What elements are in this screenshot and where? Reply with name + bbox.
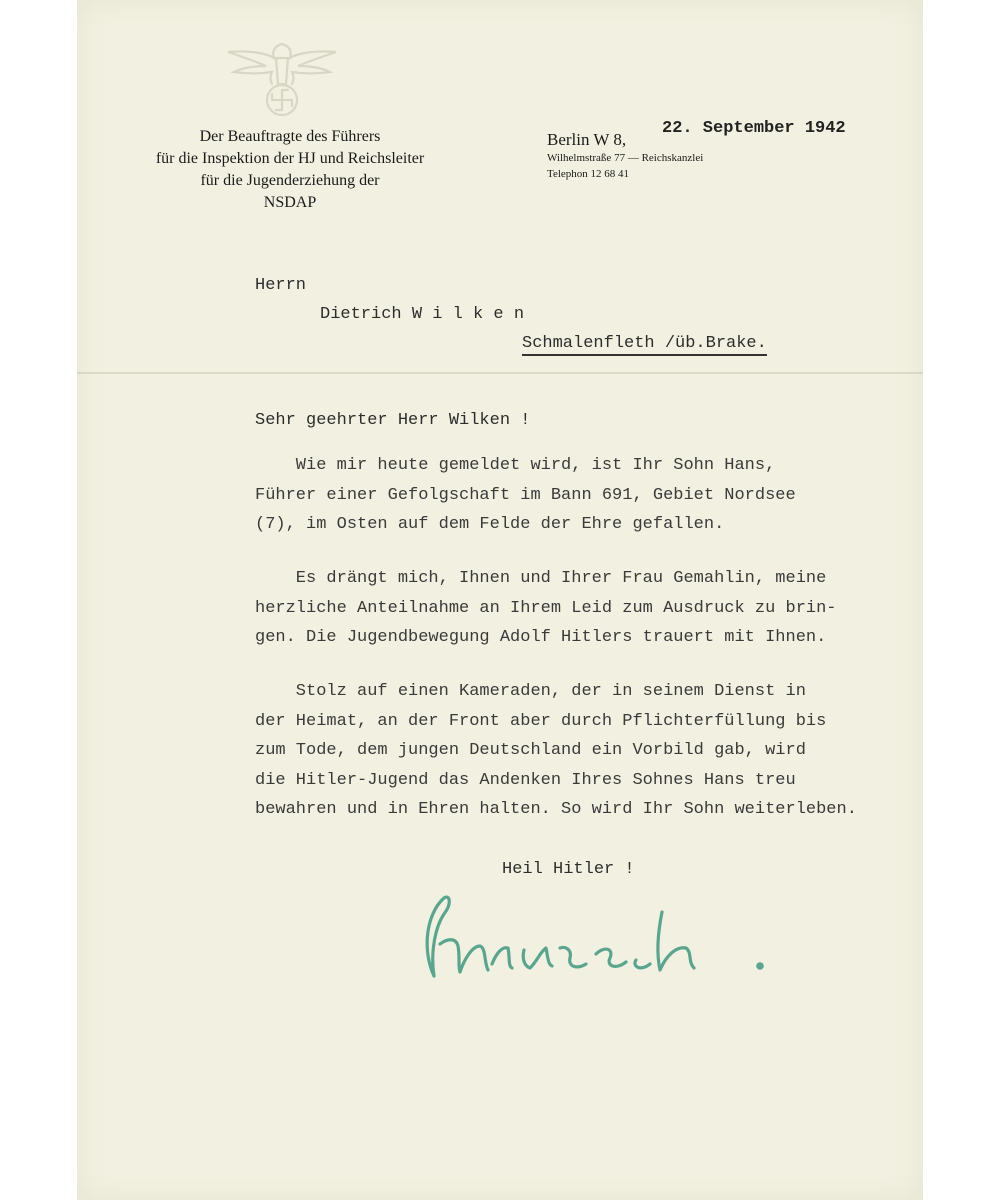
paragraph-line: Stolz auf einen Kameraden, der in seinem Dienst in xyxy=(255,682,806,701)
recipient-name: Dietrich W i l k e n xyxy=(320,305,525,324)
letter-paragraph xyxy=(255,451,796,540)
paragraph-line: gen. Die Jugendbewegung Adolf Hitlers trauert mit Ihnen. xyxy=(255,628,827,647)
paragraph-line: die Hitler-Jugend das Andenken Ihres Sohnes Hans treu xyxy=(255,770,796,790)
embossed-eagle-emblem xyxy=(222,38,342,120)
letterhead-line: Der Beauftragte des Führers xyxy=(199,128,381,145)
letter-closing: Heil Hitler ! xyxy=(502,860,635,879)
phone-line: Telephon 12 68 41 xyxy=(547,168,630,180)
letterhead-city: Berlin W 8, xyxy=(547,130,627,149)
letterhead-address xyxy=(547,150,703,182)
paragraph-line: der Heimat, an der Front aber durch Pflichterfüllung bis xyxy=(255,711,827,731)
paragraph-line: Es drängt mich, Ihnen und Ihrer Frau Gemahlin, meine xyxy=(255,569,827,588)
paragraph-line: Führer einer Gefolgschaft im Bann 691, Gebiet Nordsee xyxy=(255,485,796,505)
letter-greeting: Sehr geehrter Herr Wilken ! xyxy=(255,411,531,430)
paper-fold-crease xyxy=(77,372,923,374)
paragraph-line: herzliche Anteilnahme an Ihrem Leid zum Ausdruck zu brin- xyxy=(255,598,837,618)
letter-paragraph xyxy=(255,677,857,825)
letterhead-sender xyxy=(120,126,460,214)
letterhead-line: NSDAP xyxy=(263,194,317,211)
letterhead-line: für die Inspektion der HJ und Reichsleiter xyxy=(155,150,425,167)
handwritten-signature xyxy=(400,880,800,990)
paragraph-line: (7), im Osten auf dem Felde der Ehre gefallen. xyxy=(255,515,725,534)
paragraph-line: Wie mir heute gemeldet wird, ist Ihr Sohn Hans, xyxy=(255,456,776,475)
address-line: Wilhelmstraße 77 — Reichskanzlei xyxy=(547,152,704,164)
paragraph-line: bewahren und in Ehren halten. So wird Ihr Sohn weiterleben. xyxy=(255,800,857,819)
letterhead-line: für die Jugenderziehung der xyxy=(200,172,380,189)
letter-date: 22. September 1942 xyxy=(662,119,846,138)
recipient-salutation: Herrn xyxy=(255,276,307,295)
paragraph-line: zum Tode, dem jungen Deutschland ein Vorbild gab, wird xyxy=(255,741,806,760)
letter-paragraph xyxy=(255,564,837,653)
recipient-place: Schmalenfleth /üb.Brake. xyxy=(522,334,767,356)
